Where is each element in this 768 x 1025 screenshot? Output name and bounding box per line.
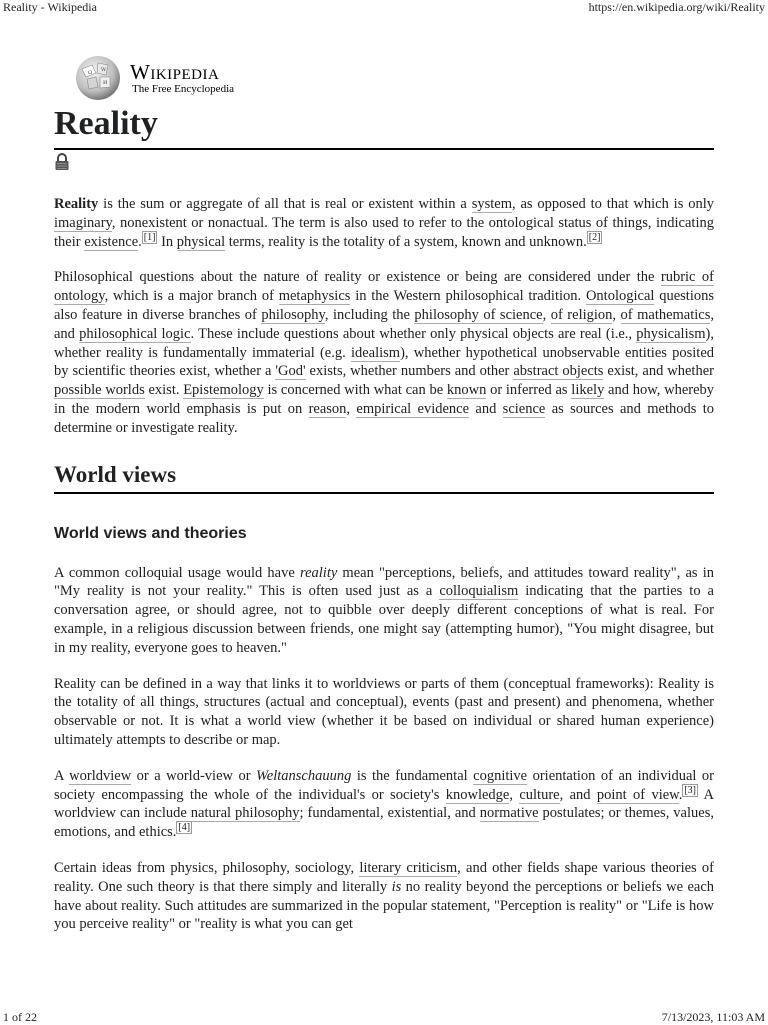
article-link[interactable]: colloquialism	[439, 583, 519, 600]
paragraph-weltanschauung	[54, 767, 714, 842]
text-run: ,	[612, 306, 621, 323]
article-link[interactable]: existence	[84, 233, 139, 250]
intro-paragraph-2	[54, 268, 714, 437]
text-run: , as opposed to that which is only	[511, 196, 714, 212]
italic-term: is	[391, 878, 402, 895]
article-link[interactable]: philosophical logic	[79, 325, 191, 342]
intro-paragraph-1	[54, 195, 714, 251]
article-link[interactable]: possible worlds	[54, 382, 145, 399]
section-heading-world-views: World views	[54, 461, 714, 494]
text-run: is concerned with what can be	[263, 382, 447, 399]
text-run: orientation of an individual or society encompassing the whole of the individual's or society's	[54, 767, 714, 803]
wordmark-tagline: The Free Encyclopedia	[132, 83, 235, 95]
text-run: A	[54, 767, 70, 784]
article-link[interactable]: Ontological	[585, 288, 655, 305]
article-page	[54, 52, 714, 934]
article-link[interactable]: literary criticism	[359, 859, 458, 876]
text-run: , including the	[324, 306, 415, 323]
page-title: Reality	[54, 104, 714, 150]
text-run: is the sum or aggregate of all that is real or existent within a	[98, 196, 472, 212]
page-count: 1 of 22	[3, 1010, 37, 1024]
text-run: in the Western philosophical tradition.	[350, 288, 586, 305]
text-run: postulates; or themes, values, emotions, and ethics.	[54, 805, 714, 841]
article-link[interactable]: philosophy	[261, 306, 325, 323]
text-run: , which is a major branch of	[104, 288, 279, 305]
article-link[interactable]: of mathematics	[620, 306, 711, 323]
article-link[interactable]: culture	[519, 786, 560, 803]
citation-link[interactable]: [1]	[143, 231, 156, 243]
article-link[interactable]: imaginary	[54, 214, 112, 231]
article-link[interactable]: reason	[308, 400, 347, 417]
text-run: A worldview can include	[54, 786, 715, 822]
svg-text:Ω: Ω	[88, 70, 93, 76]
lock-icon	[54, 153, 70, 171]
article-link[interactable]: idealism	[350, 344, 401, 361]
text-run: , nonexistent or nonactual. The term is also used to refer to the ontological status of things, indicating their	[54, 214, 714, 250]
text-run: .	[138, 233, 142, 250]
tab-title: Reality - Wikipedia	[3, 0, 97, 14]
article-link[interactable]: natural philosophy	[190, 805, 300, 822]
wordmark-name: Wikipedia	[130, 60, 220, 84]
text-run: Certain ideas from physics, philosophy, sociology,	[54, 859, 360, 876]
article-link[interactable]: empirical evidence	[356, 400, 470, 417]
italic-term: reality	[299, 564, 338, 581]
text-run: and how, whereby in the modern world emphasis is put on	[54, 382, 715, 417]
text-run: In	[157, 233, 177, 250]
paragraph-theories-of-reality	[54, 859, 714, 934]
text-run: ,	[542, 306, 551, 323]
text-run: Reality can be defined in a way that links it to worldviews or parts of them (conceptual frameworks): Reality is the totality of all things, structures (actual and conceptual), events (past and present) and phenomena, whether observable or not. It is what a world view (whether it be based on individual or shared human experience) ultimately attempts to describe or map.	[54, 675, 714, 748]
paragraph-worldview-definition	[54, 675, 714, 750]
article-link[interactable]: cognitive	[473, 767, 528, 784]
text-run: exist, and whether	[603, 363, 714, 380]
article-link[interactable]: normative	[479, 805, 539, 822]
text-run: no reality beyond the perceptions or beliefs we each have about reality. Such attitudes are summarized in the popular statement, "Perception is reality" or "Life is how you perceive reality" or "reality is what you can get	[54, 878, 714, 933]
text-run: or a world-view or	[131, 767, 257, 784]
page-url[interactable]: https://en.wikipedia.org/wiki/Reality	[588, 0, 765, 14]
article-link[interactable]: metaphysics	[278, 288, 351, 305]
text-run: , and	[54, 306, 715, 342]
text-run: . These include questions about whether only physical objects are real (i.e.,	[190, 325, 637, 342]
article-link[interactable]: point of view	[596, 786, 679, 803]
text-run: questions also feature in diverse branches of	[54, 288, 714, 323]
article-link[interactable]: Epistemology	[183, 382, 264, 399]
wordmark	[130, 61, 234, 95]
text-run: ), whether reality is fundamentally immaterial (e.g.	[54, 325, 714, 361]
article-link[interactable]: worldview	[69, 767, 132, 784]
article-link[interactable]: abstract objects	[513, 363, 604, 380]
article-link[interactable]: rubric of ontology	[54, 269, 714, 305]
article-link[interactable]: knowledge	[445, 786, 510, 803]
text-run: indicating that the parties to a conversation agree, or should agree, not to quibble over deeply different conceptions of what is real. For example, in a religious discussion between friends, one might say (attempting humor), "You might disagree, but in my reality, everyone goes to heaven."	[54, 583, 714, 656]
citation-link[interactable]: [4]	[178, 822, 191, 834]
text-run: , and other fields shape various theories of reality. One such theory is that there simply and literally	[54, 859, 714, 895]
text-run: exists, whether numbers and other	[305, 363, 514, 380]
article-link[interactable]: science	[502, 400, 546, 417]
article-link[interactable]: philosophy of science	[414, 306, 543, 323]
paragraph-colloquial-usage	[54, 564, 714, 658]
print-footer	[0, 1010, 768, 1024]
text-run: ; fundamental, existential, and	[299, 805, 480, 822]
article-link[interactable]: physical	[176, 233, 226, 250]
article-link[interactable]: system	[471, 196, 512, 212]
svg-text:W: W	[101, 67, 107, 73]
wikipedia-globe-icon	[72, 55, 124, 101]
text-run: Philosophical questions about the nature of reality or existence or being are considered under the	[54, 269, 661, 286]
text-run: ), whether hypothetical unobservable entities posited by scientific theories exist, whether a	[54, 344, 714, 380]
citation-link[interactable]: [2]	[588, 231, 601, 243]
citation-link[interactable]: [3]	[684, 784, 696, 796]
subsection-heading-world-views-and-theories: World views and theories	[54, 524, 247, 542]
text-run: terms, reality is the totality of a system, known and unknown.	[225, 233, 587, 250]
text-run: ,	[509, 786, 520, 803]
print-header	[0, 0, 768, 16]
print-timestamp: 7/13/2023, 11:03 AM	[661, 1010, 765, 1024]
article-link[interactable]: likely	[571, 382, 605, 399]
text-run: .	[678, 786, 683, 803]
text-run: , and	[559, 786, 597, 803]
article-link[interactable]: 'God'	[275, 363, 306, 380]
text-run: exist.	[144, 382, 184, 399]
text-run: ,	[346, 400, 357, 417]
text-run: A common colloquial usage would have	[54, 564, 300, 581]
article-link[interactable]: known	[446, 382, 487, 399]
wikipedia-logo[interactable]	[54, 52, 714, 104]
text-run: or inferred as	[486, 382, 572, 399]
text-run: mean "perceptions, beliefs, and attitudes toward reality", as in "My reality is not your reality." This is often used just as a	[54, 564, 714, 600]
italic-term: Weltanschauung	[256, 767, 352, 784]
protection-lock[interactable]	[54, 153, 714, 171]
text-run: is the fundamental	[351, 767, 474, 784]
article-link[interactable]: of religion	[550, 306, 613, 323]
text-run: and	[469, 400, 503, 417]
bold-term: Reality	[54, 196, 99, 212]
article-link[interactable]: physicalism	[636, 325, 706, 342]
text-run: as sources and methods to determine or investigate reality.	[54, 400, 715, 436]
svg-text:И: И	[103, 80, 108, 86]
